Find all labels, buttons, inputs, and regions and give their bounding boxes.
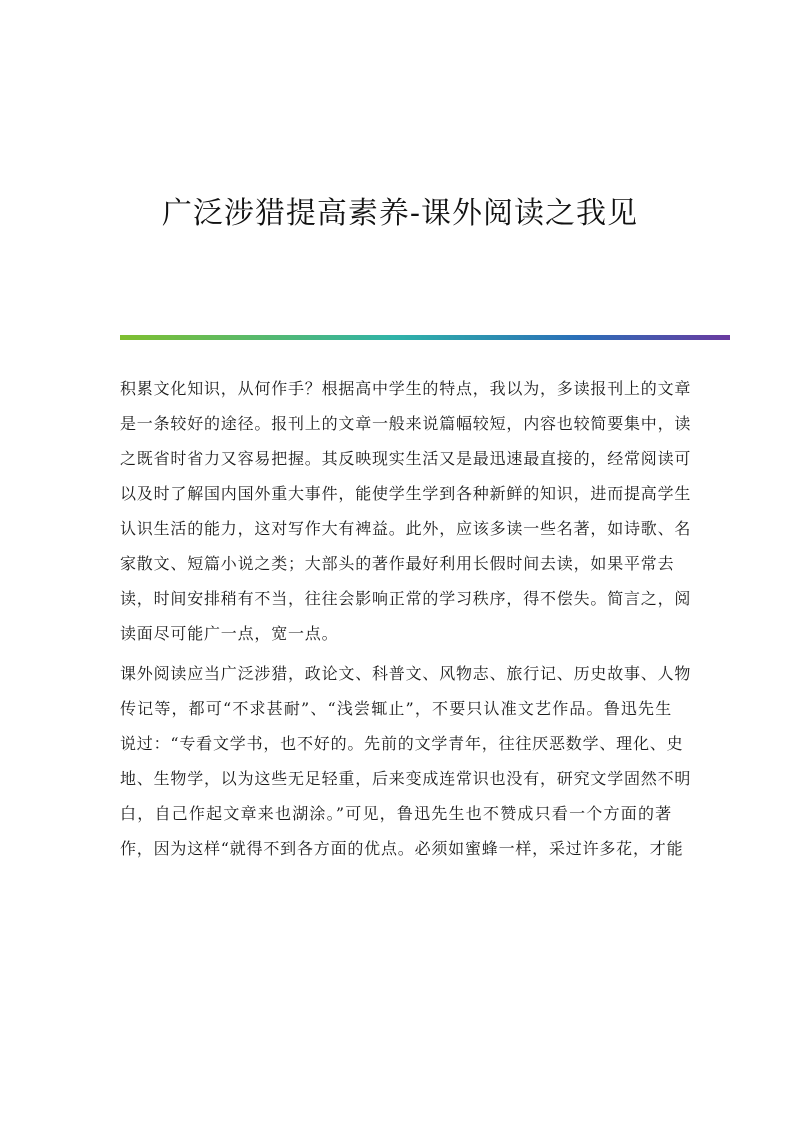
text-line: 之既省时省力又容易把握。其反映现实生活又是最迅速最直接的，经常阅读可: [120, 449, 692, 468]
title-divider: [120, 335, 730, 340]
text-line: 白，自己作起文章来也湖涂。”可见，鲁迅先生也不赞成只看一个方面的著: [120, 804, 672, 823]
text-line: 地、生物学，以为这些无足轻重，后来变成连常识也没有，研究文学固然不明: [120, 769, 692, 788]
text-line: 以及时了解国内国外重大事件，能使学生学到各种新鲜的知识，进而提高学生: [120, 484, 692, 503]
paragraph-2: [120, 656, 692, 866]
text-line: 作，因为这样“就得不到各方面的优点。必须如蜜蜂一样，采过许多花，才能: [120, 839, 684, 858]
text-line: 认识生活的能力，这对写作大有裨益。此外，应该多读一些名著，如诗歌、名: [120, 519, 692, 538]
text-line: 课外阅读应当广泛涉猎，政论文、科普文、风物志、旅行记、历史故事、人物: [120, 664, 692, 683]
paragraph-1: [120, 371, 692, 651]
text-line: 是一条较好的途径。报刊上的文章一般来说篇幅较短，内容也较简要集中，读: [120, 414, 692, 433]
text-line: 读，时间安排稍有不当，往往会影响正常的学习秩序，得不偿失。简言之，阅: [120, 589, 692, 608]
document-body: [120, 371, 692, 871]
text-line: 积累文化知识，从何作手？根据高中学生的特点，我以为，多读报刊上的文章: [120, 379, 692, 398]
text-line: 说过：“专看文学书，也不好的。先前的文学青年，往往厌恶数学、理化、史: [120, 734, 684, 753]
text-line: 家散文、短篇小说之类；大部头的著作最好利用长假时间去读，如果平常去: [120, 554, 675, 573]
document-title: 广泛涉猎提高素养-课外阅读之我见: [161, 196, 639, 231]
text-line: 传记等，都可“不求甚耐”、“浅尝辄止”，不要只认准文艺作品。鲁迅先生: [120, 699, 672, 718]
text-line: 读面尽可能广一点，宽一点。: [120, 624, 339, 643]
